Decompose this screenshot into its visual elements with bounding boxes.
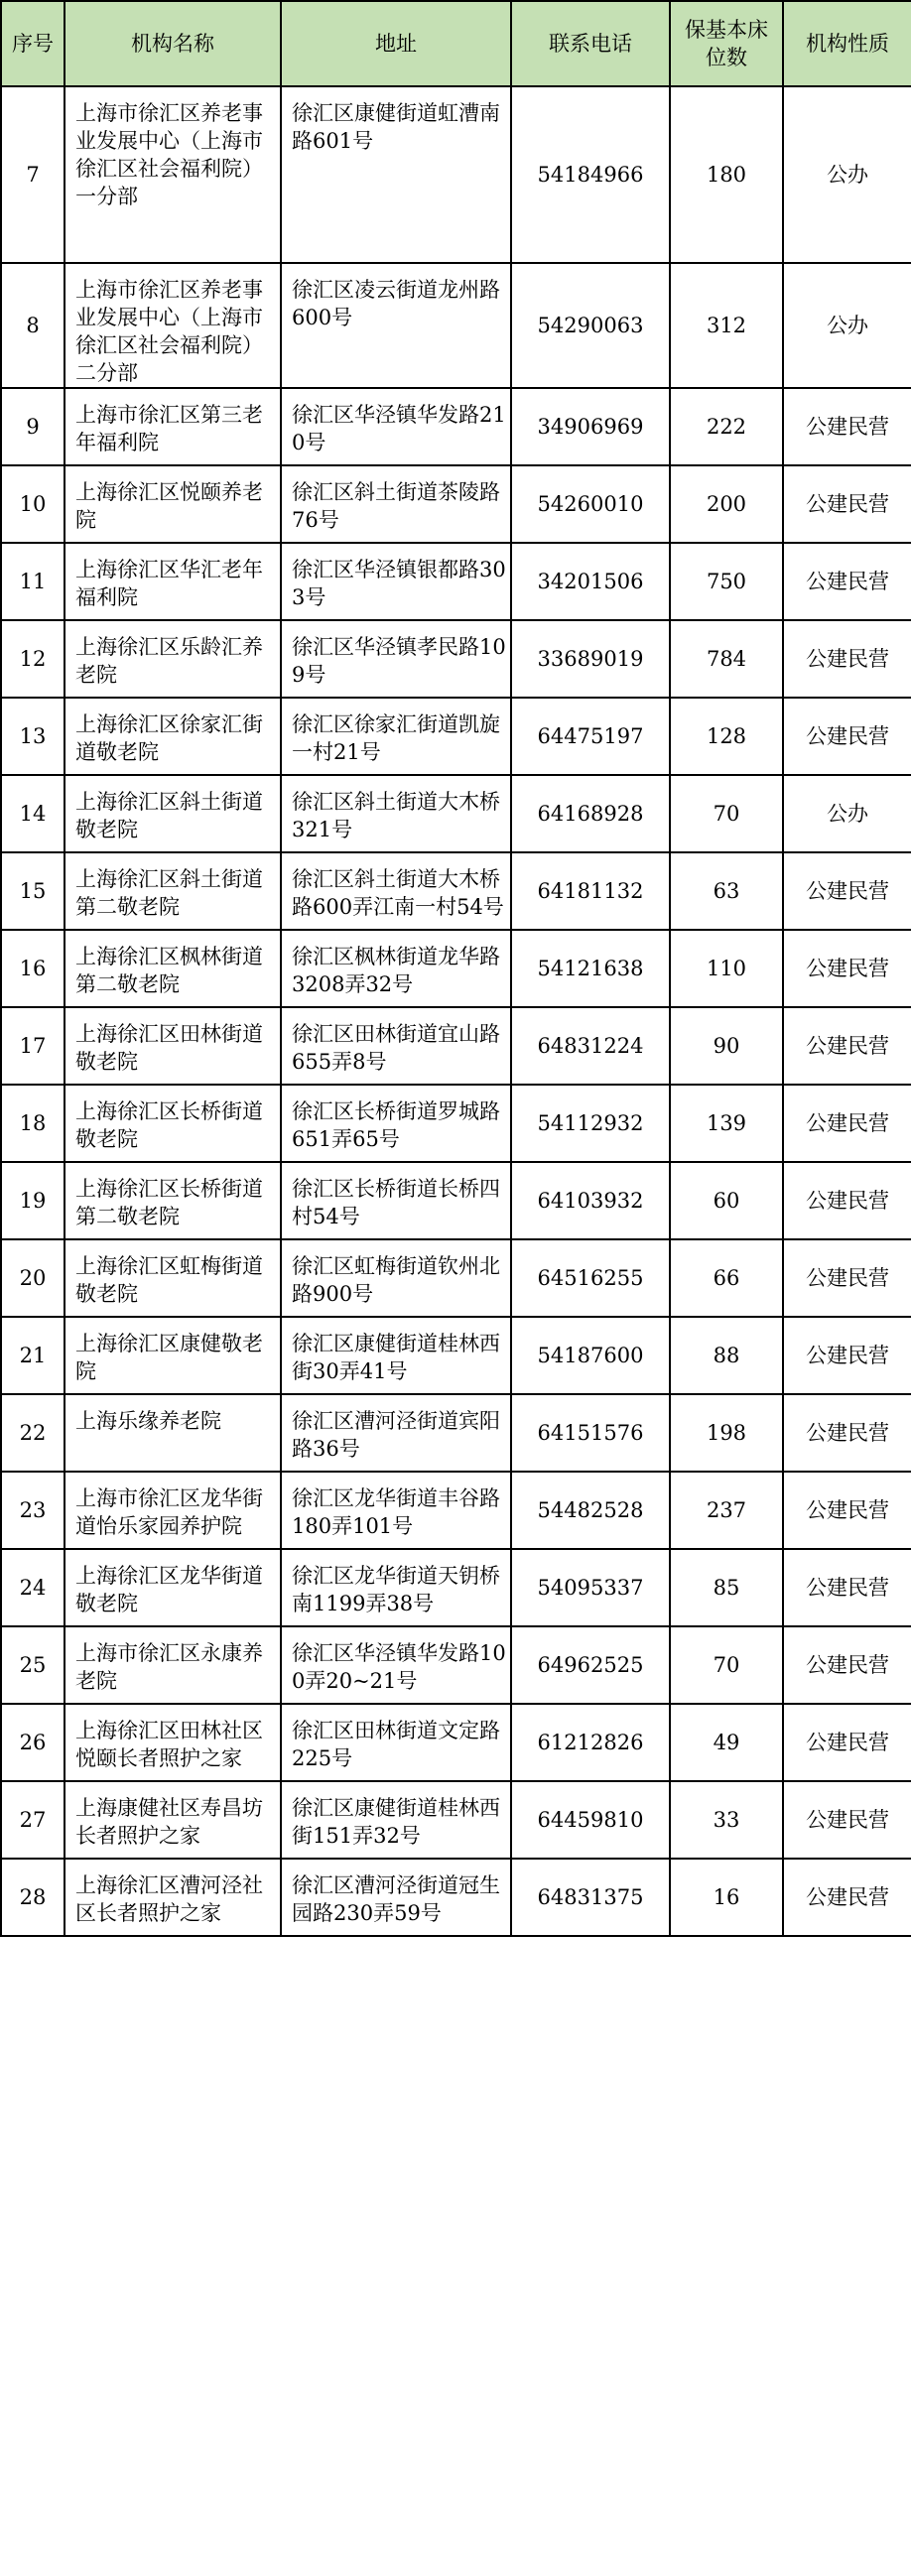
- institution-beds: 180: [670, 86, 783, 263]
- institution-name: 上海徐汇区徐家汇街道敬老院: [65, 698, 281, 775]
- institution-address: 徐汇区长桥街道长桥四村54号: [281, 1162, 511, 1239]
- institution-phone: 64831224: [511, 1007, 670, 1085]
- institution-type: 公办: [783, 86, 911, 263]
- table-row: [1, 1859, 911, 1936]
- institution-name: 上海徐汇区乐龄汇养老院: [65, 620, 281, 698]
- institution-beds: 60: [670, 1162, 783, 1239]
- table-row: [1, 1781, 911, 1859]
- institution-type: 公办: [783, 263, 911, 388]
- row-number: 23: [1, 1472, 65, 1549]
- institution-address: 徐汇区龙华街道天钥桥南1199弄38号: [281, 1549, 511, 1626]
- institution-beds: 750: [670, 543, 783, 620]
- table-row: [1, 930, 911, 1007]
- institution-address: 徐汇区斜土街道大木桥321号: [281, 775, 511, 852]
- institution-type: 公建民营: [783, 620, 911, 698]
- header-beds: 保基本床位数: [670, 1, 783, 86]
- institution-type: 公建民营: [783, 1781, 911, 1859]
- row-number: 24: [1, 1549, 65, 1626]
- row-number: 26: [1, 1704, 65, 1781]
- table-row: [1, 852, 911, 930]
- institution-name: 上海徐汇区华汇老年福利院: [65, 543, 281, 620]
- institution-address: 徐汇区漕河泾街道宾阳路36号: [281, 1394, 511, 1472]
- institution-phone: 54184966: [511, 86, 670, 263]
- institution-beds: 85: [670, 1549, 783, 1626]
- institution-type: 公建民营: [783, 1162, 911, 1239]
- institution-beds: 110: [670, 930, 783, 1007]
- institution-beds: 139: [670, 1085, 783, 1162]
- table-row: [1, 1007, 911, 1085]
- institution-name: 上海徐汇区漕河泾社区长者照护之家: [65, 1859, 281, 1936]
- institution-phone: 54112932: [511, 1085, 670, 1162]
- institution-beds: 312: [670, 263, 783, 388]
- institution-type: 公建民营: [783, 1394, 911, 1472]
- table-row: [1, 775, 911, 852]
- institution-address: 徐汇区田林街道宜山路655弄8号: [281, 1007, 511, 1085]
- institution-address: 徐汇区漕河泾街道冠生园路230弄59号: [281, 1859, 511, 1936]
- table-row: [1, 1704, 911, 1781]
- row-number: 7: [1, 86, 65, 263]
- institution-beds: 198: [670, 1394, 783, 1472]
- institution-beds: 90: [670, 1007, 783, 1085]
- institution-address: 徐汇区华泾镇华发路210号: [281, 388, 511, 465]
- institution-phone: 34201506: [511, 543, 670, 620]
- institution-address: 徐汇区康健街道桂林西街30弄41号: [281, 1317, 511, 1394]
- table-row: [1, 1317, 911, 1394]
- institution-name: 上海市徐汇区第三老年福利院: [65, 388, 281, 465]
- institution-name: 上海徐汇区长桥街道第二敬老院: [65, 1162, 281, 1239]
- institution-type: 公建民营: [783, 388, 911, 465]
- table-row: [1, 1162, 911, 1239]
- header-phone: 联系电话: [511, 1, 670, 86]
- institution-name: 上海徐汇区田林社区悦颐长者照护之家: [65, 1704, 281, 1781]
- institution-type: 公建民营: [783, 465, 911, 543]
- institution-address: 徐汇区康健街道虹漕南路601号: [281, 86, 511, 263]
- institution-phone: 64516255: [511, 1239, 670, 1317]
- institution-type: 公建民营: [783, 1085, 911, 1162]
- table-row: [1, 620, 911, 698]
- institution-beds: 222: [670, 388, 783, 465]
- institution-phone: 54187600: [511, 1317, 670, 1394]
- row-number: 14: [1, 775, 65, 852]
- institution-phone: 54095337: [511, 1549, 670, 1626]
- institution-type: 公建民营: [783, 1704, 911, 1781]
- institution-beds: 200: [670, 465, 783, 543]
- table-row: [1, 1085, 911, 1162]
- row-number: 8: [1, 263, 65, 388]
- row-number: 13: [1, 698, 65, 775]
- institution-name: 上海市徐汇区永康养老院: [65, 1626, 281, 1704]
- table-row: [1, 86, 911, 263]
- institution-phone: 64475197: [511, 698, 670, 775]
- institution-address: 徐汇区徐家汇街道凯旋一村21号: [281, 698, 511, 775]
- institution-name: 上海市徐汇区养老事业发展中心（上海市徐汇区社会福利院）二分部: [65, 263, 281, 388]
- table-row: [1, 1626, 911, 1704]
- institution-type: 公建民营: [783, 543, 911, 620]
- row-number: 11: [1, 543, 65, 620]
- institution-address: 徐汇区凌云街道龙州路600号: [281, 263, 511, 388]
- institution-address: 徐汇区长桥街道罗城路651弄65号: [281, 1085, 511, 1162]
- institution-phone: 34906969: [511, 388, 670, 465]
- institution-type: 公建民营: [783, 1549, 911, 1626]
- institution-type: 公建民营: [783, 1239, 911, 1317]
- institution-phone: 54482528: [511, 1472, 670, 1549]
- row-number: 16: [1, 930, 65, 1007]
- row-number: 10: [1, 465, 65, 543]
- institution-phone: 54290063: [511, 263, 670, 388]
- institution-name: 上海徐汇区康健敬老院: [65, 1317, 281, 1394]
- institution-name: 上海康健社区寿昌坊长者照护之家: [65, 1781, 281, 1859]
- institution-address: 徐汇区华泾镇孝民路109号: [281, 620, 511, 698]
- institution-name: 上海徐汇区悦颐养老院: [65, 465, 281, 543]
- institution-address: 徐汇区华泾镇华发路100弄20~21号: [281, 1626, 511, 1704]
- institution-beds: 63: [670, 852, 783, 930]
- row-number: 21: [1, 1317, 65, 1394]
- institution-beds: 88: [670, 1317, 783, 1394]
- institution-type: 公建民营: [783, 1626, 911, 1704]
- institution-address: 徐汇区虹梅街道钦州北路900号: [281, 1239, 511, 1317]
- institution-beds: 16: [670, 1859, 783, 1936]
- institution-name: 上海徐汇区长桥街道敬老院: [65, 1085, 281, 1162]
- table-row: [1, 1472, 911, 1549]
- institution-name: 上海市徐汇区养老事业发展中心（上海市徐汇区社会福利院）一分部: [65, 86, 281, 263]
- institution-phone: 54121638: [511, 930, 670, 1007]
- row-number: 22: [1, 1394, 65, 1472]
- institution-phone: 64459810: [511, 1781, 670, 1859]
- table-row: [1, 1239, 911, 1317]
- institution-phone: 64831375: [511, 1859, 670, 1936]
- institution-phone: 64168928: [511, 775, 670, 852]
- institution-beds: 33: [670, 1781, 783, 1859]
- table-row: [1, 1394, 911, 1472]
- table-row: [1, 543, 911, 620]
- institution-phone: 64103932: [511, 1162, 670, 1239]
- institution-name: 上海市徐汇区龙华街道怡乐家园养护院: [65, 1472, 281, 1549]
- institution-name: 上海徐汇区枫林街道第二敬老院: [65, 930, 281, 1007]
- table-row: [1, 1549, 911, 1626]
- header-row: [1, 1, 911, 86]
- institution-beds: 128: [670, 698, 783, 775]
- institution-phone: 64181132: [511, 852, 670, 930]
- institution-name: 上海徐汇区斜土街道第二敬老院: [65, 852, 281, 930]
- institution-type: 公建民营: [783, 1472, 911, 1549]
- row-number: 15: [1, 852, 65, 930]
- institution-address: 徐汇区斜土街道茶陵路76号: [281, 465, 511, 543]
- institution-phone: 64962525: [511, 1626, 670, 1704]
- table-row: [1, 388, 911, 465]
- institution-name: 上海徐汇区田林街道敬老院: [65, 1007, 281, 1085]
- row-number: 19: [1, 1162, 65, 1239]
- table-row: [1, 465, 911, 543]
- institution-type: 公建民营: [783, 852, 911, 930]
- institution-phone: 33689019: [511, 620, 670, 698]
- institution-type: 公建民营: [783, 698, 911, 775]
- header-address: 地址: [281, 1, 511, 86]
- institution-type: 公建民营: [783, 1859, 911, 1936]
- row-number: 25: [1, 1626, 65, 1704]
- institution-name: 上海乐缘养老院: [65, 1394, 281, 1472]
- institution-name: 上海徐汇区龙华街道敬老院: [65, 1549, 281, 1626]
- header-type: 机构性质: [783, 1, 911, 86]
- institution-phone: 64151576: [511, 1394, 670, 1472]
- row-number: 12: [1, 620, 65, 698]
- row-number: 9: [1, 388, 65, 465]
- header-name: 机构名称: [65, 1, 281, 86]
- institution-type: 公建民营: [783, 1317, 911, 1394]
- row-number: 17: [1, 1007, 65, 1085]
- institution-address: 徐汇区田林街道文定路225号: [281, 1704, 511, 1781]
- table-row: [1, 263, 911, 388]
- table-row: [1, 698, 911, 775]
- institution-type: 公办: [783, 775, 911, 852]
- row-number: 27: [1, 1781, 65, 1859]
- institution-address: 徐汇区康健街道桂林西街151弄32号: [281, 1781, 511, 1859]
- institution-beds: 66: [670, 1239, 783, 1317]
- institution-beds: 784: [670, 620, 783, 698]
- institution-beds: 237: [670, 1472, 783, 1549]
- institution-type: 公建民营: [783, 930, 911, 1007]
- institution-name: 上海徐汇区斜土街道敬老院: [65, 775, 281, 852]
- institution-address: 徐汇区龙华街道丰谷路180弄101号: [281, 1472, 511, 1549]
- institution-name: 上海徐汇区虹梅街道敬老院: [65, 1239, 281, 1317]
- institution-type: 公建民营: [783, 1007, 911, 1085]
- header-number: 序号: [1, 1, 65, 86]
- row-number: 18: [1, 1085, 65, 1162]
- institution-beds: 70: [670, 1626, 783, 1704]
- institution-beds: 70: [670, 775, 783, 852]
- institution-address: 徐汇区华泾镇银都路303号: [281, 543, 511, 620]
- institution-phone: 61212826: [511, 1704, 670, 1781]
- institution-address: 徐汇区枫林街道龙华路3208弄32号: [281, 930, 511, 1007]
- institution-beds: 49: [670, 1704, 783, 1781]
- row-number: 28: [1, 1859, 65, 1936]
- institution-address: 徐汇区斜土街道大木桥路600弄江南一村54号: [281, 852, 511, 930]
- row-number: 20: [1, 1239, 65, 1317]
- institution-phone: 54260010: [511, 465, 670, 543]
